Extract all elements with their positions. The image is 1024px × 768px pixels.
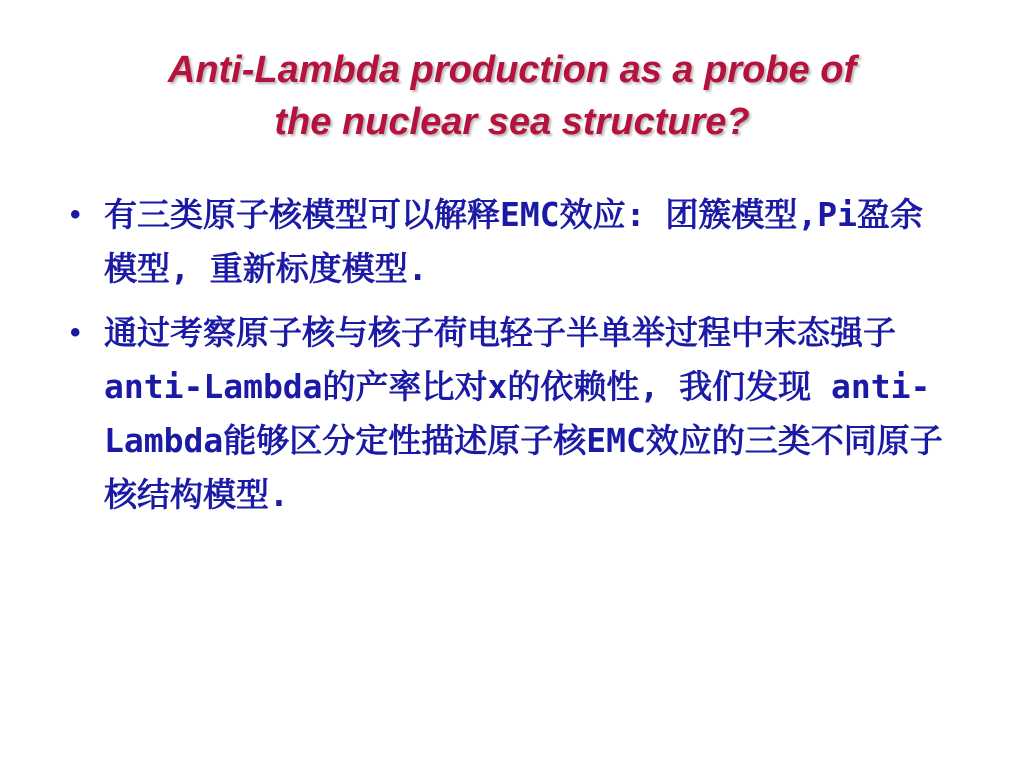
bullet-text: 通过考察原子核与核子荷电轻子半单举过程中末态强子anti-Lambda的产率比对x的依赖性, 我们发现 anti-Lambda能够区分定性描述原子核EMC效应的三类不同原子核结构模型. bbox=[104, 313, 943, 514]
bullet-item-anti-lambda bbox=[70, 306, 950, 522]
bullet-list bbox=[70, 188, 950, 532]
slide-title-line-1: Anti-Lambda production as a probe of bbox=[167, 49, 857, 91]
bullet-icon: • bbox=[70, 316, 81, 349]
bullet-text: 有三类原子核模型可以解释EMC效应: 团簇模型,Pi盈余模型, 重新标度模型. bbox=[104, 195, 923, 288]
bullet-icon: • bbox=[70, 198, 81, 231]
bullet-item-emc-models bbox=[70, 188, 950, 296]
slide-title bbox=[0, 44, 1024, 148]
slide-title-line-2: the nuclear sea structure? bbox=[274, 101, 750, 143]
